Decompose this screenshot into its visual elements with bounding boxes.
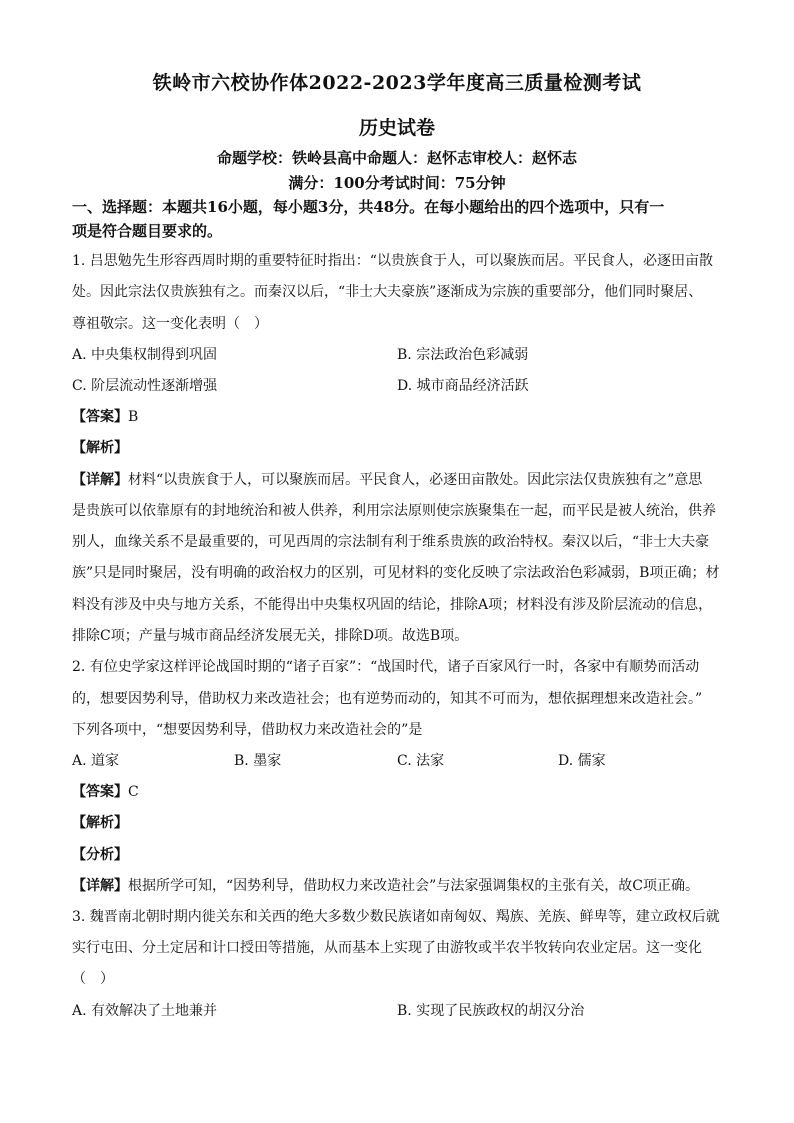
q1-answer [72, 406, 722, 426]
q1-stem-line: 处。因此宗法仅贵族独有之。而秦汉以后，“非士大夫豪族”逐渐成为宗族的重要部分，他们同时聚居、 [72, 284, 703, 300]
q1-option-d: D. 城市商品经济活跃 [397, 378, 529, 394]
q2-answer [72, 781, 722, 801]
answer-value: B [128, 409, 139, 425]
q2-detail-line [72, 875, 722, 895]
answer-tag: 【答案】 [72, 409, 128, 425]
q1-option-a: A. 中央集权制得到巩固 [72, 347, 218, 363]
answer-value: C [128, 784, 139, 800]
q3-option-a: A. 有效解决了土地兼并 [72, 1003, 218, 1019]
q1-detail-line: 别人，血缘关系不是最重要的，可见西周的宗法制有利于维系贵族的政治特权。秦汉以后，“非士大夫豪 [72, 534, 710, 550]
analysis-tag: 【解析】 [72, 440, 128, 456]
q1-analysis [72, 437, 722, 457]
exam-info-authors: 命题学校：铁岭县高中命题人：赵怀志审校人：赵怀志 [216, 149, 577, 167]
q2-stem-line: 2. 有位史学家这样评论战国时期的“诸子百家”：“战国时代，诸子百家风行一时，各家中有顺势而活动 [72, 659, 700, 675]
q2-fenxi [72, 844, 722, 864]
q2-option-c: C. 法家 [397, 753, 445, 769]
q1-stem-line: 尊祖敬宗。这一变化表明（ ） [72, 316, 268, 332]
q3-stem-line: 实行屯田、分土定居和计口授田等措施，从而基本上实现了由游牧或半农半牧转向农业定居。这一变化 [72, 940, 702, 956]
q1-stem-line: 1. 吕思勉先生形容西周时期的重要特征时指出：“以贵族食于人，可以聚族而居。平民食人，必逐田亩散 [72, 253, 713, 269]
q2-option-b: B. 墨家 [234, 753, 282, 769]
q1-option-c: C. 阶层流动性逐渐增强 [72, 378, 218, 394]
exam-subtitle: 历史试卷 [358, 117, 435, 139]
detail-tag: 【详解】 [72, 878, 128, 894]
q1-detail-line: 是贵族可以依靠原有的封地统治和被人供养，利用宗法原则使宗族聚集在一起，而平民是被人统治，供养 [72, 503, 716, 519]
fenxi-tag: 【分析】 [72, 847, 128, 863]
section-heading-cont: 项是符合题目要求的。 [72, 222, 223, 240]
q1-option-b: B. 宗法政治色彩减弱 [397, 347, 529, 363]
exam-title: 铁岭市六校协作体2022-2023学年度高三质量检测考试 [152, 72, 642, 94]
q1-detail-line: 族”只是同时聚居，没有明确的政治权力的区别，可见材料的变化反映了宗法政治色彩减弱，B项正确；材 [72, 565, 720, 581]
q1-detail-line: 排除C项；产量与城市商品经济发展无关，排除D项。故选B项。 [72, 628, 469, 644]
q2-option-a: A. 道家 [72, 753, 120, 769]
analysis-tag: 【解析】 [72, 815, 128, 831]
answer-tag: 【答案】 [72, 784, 128, 800]
q2-analysis [72, 812, 722, 832]
q2-option-d: D. 儒家 [558, 753, 606, 769]
exam-info-score-time: 满分：100分考试时间：75分钟 [288, 174, 506, 192]
q2-stem-line: 下列各项中，“想要因势利导，借助权力来改造社会的”是 [72, 722, 423, 738]
q2-stem-line: 的，想要因势利导，借助权力来改造社会；也有逆势而动的，知其不可而为，想依据理想来改造社会。” [72, 691, 703, 707]
section-heading: 一、选择题：本题共16小题，每小题3分，共48分。在每小题给出的四个选项中，只有一 [72, 198, 665, 216]
q3-stem-line: 3. 魏晋南北朝时期内徙关东和关西的绝大多数少数民族诸如南匈奴、羯族、羌族、鲜卑等，建立政权后就 [72, 909, 720, 925]
q1-detail-line: 料没有涉及中央与地方关系，不能得出中央集权巩固的结论，排除A项；材料没有涉及阶层流动的信息， [72, 597, 713, 613]
detail-text: 根据所学可知，“因势利导，借助权力来改造社会”与法家强调集权的主张有关，故C项正确。 [128, 878, 700, 894]
q3-option-b: B. 实现了民族政权的胡汉分治 [397, 1003, 585, 1019]
detail-tag: 【详解】 [72, 472, 128, 488]
detail-text: 材料“以贵族食于人，可以聚族而居。平民食人，必逐田亩散处。因此宗法仅贵族独有之”意思 [128, 472, 703, 488]
q3-stem-line: （ ） [72, 971, 114, 987]
q1-detail-line [72, 469, 722, 489]
